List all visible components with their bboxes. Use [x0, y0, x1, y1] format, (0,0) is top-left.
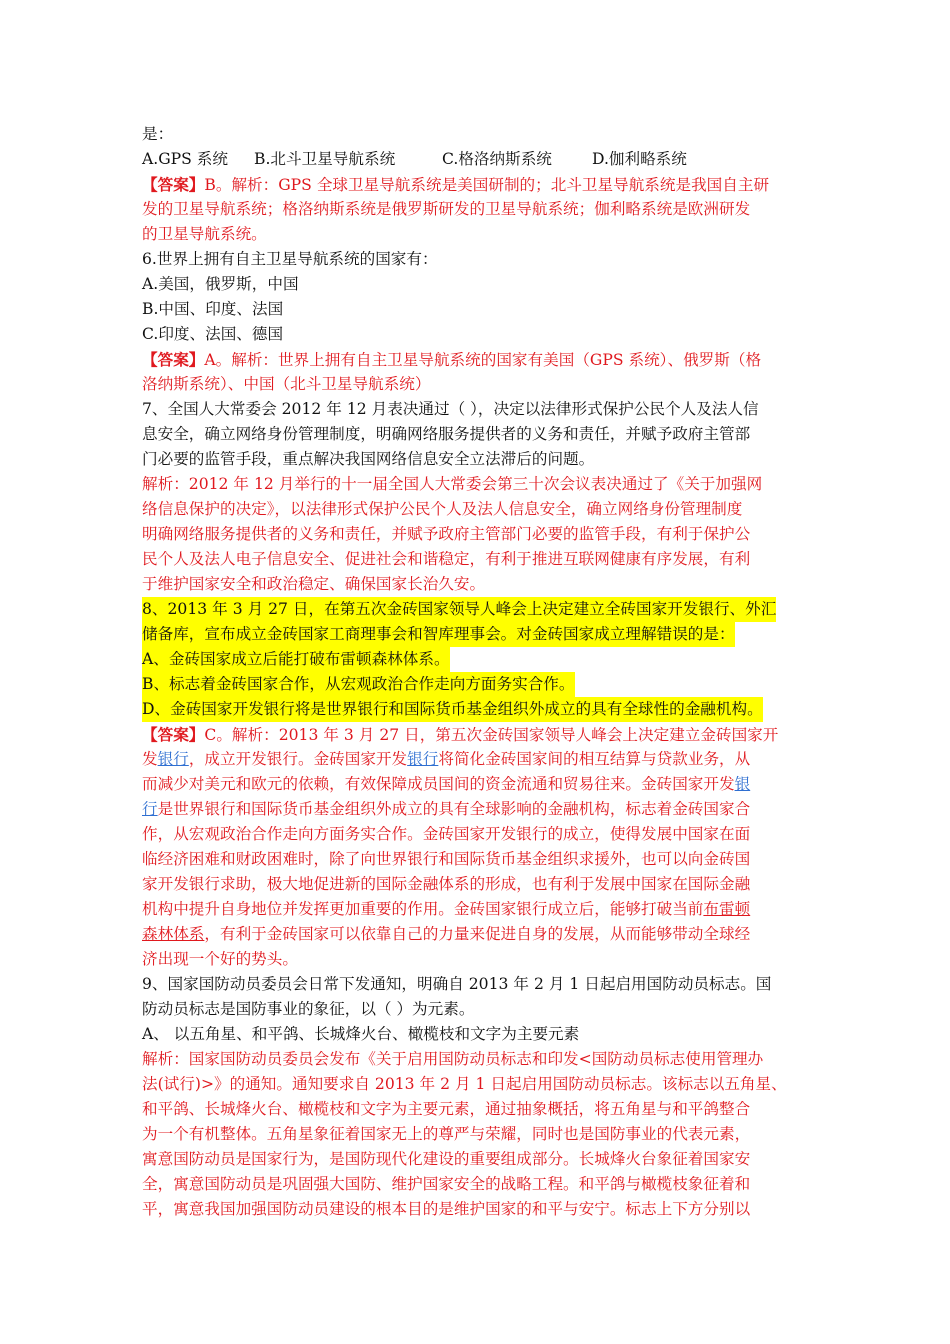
q9-analysis-line-1: 解析：国家国防动员委员会发布《关于启用国防动员标志和印发<国防动员标志使用管理办: [142, 1050, 764, 1068]
q8-answer-line-10: 济出现一个好的势头。: [142, 950, 298, 968]
answer-tag: 【答案】: [142, 725, 205, 744]
q6-option-b: B.中国、印度、法国: [142, 300, 284, 318]
q7-stem-line-2: 息安全，确立网络身份管理制度，明确网络服务提供者的义务和责任，并赋予政府主管部: [142, 425, 751, 443]
q8-answer-line-8: 机构中提升自身地位并发挥更加重要的作用。金砖国家银行成立后，能够打破当前布雷顿: [142, 900, 751, 918]
q9-analysis-line-3: 和平鸽、长城烽火台、橄榄枝和文字为主要元素，通过抽象概括，将五角星与和平鸽整合: [142, 1100, 751, 1118]
q5-option-b: B.北斗卫星导航系统: [254, 150, 396, 168]
bank-link-3b[interactable]: 行: [142, 800, 158, 818]
answer-tag: 【答案】: [142, 350, 205, 369]
q5-answer-line-2: 发的卫星导航系统；格洛纳斯系统是俄罗斯研发的卫星导航系统；伽利略系统是欧洲研发: [142, 200, 751, 218]
q6-answer-line-1: 【答案】A。解析：世界上拥有自主卫星导航系统的国家有美国（GPS 系统）、俄罗斯（格: [142, 350, 762, 369]
q6-answer-line-2: 洛纳斯系统）、中国（北斗卫星导航系统）: [142, 375, 431, 393]
q8-answer-line-1: 【答案】C。解析：2013 年 3 月 27 日，第五次金砖国家领导人峰会上决定建立金砖国家开: [142, 725, 779, 744]
q5-answer-line-1: 【答案】B。解析：GPS 全球卫星导航系统是美国研制的；北斗卫星导航系统是我国自主研: [142, 175, 770, 194]
q8-option-a: A、金砖国家成立后能打破布雷顿森林体系。: [142, 647, 814, 672]
q6-stem: 6.世界上拥有自主卫星导航系统的国家有：: [142, 250, 438, 268]
bank-link-2[interactable]: 银行: [407, 750, 439, 768]
q8-stem-line-2: 储备库，宣布成立金砖国家工商理事会和智库理事会。对金砖国家成立理解错误的是：: [142, 622, 814, 647]
bank-link-3a[interactable]: 银: [734, 775, 751, 793]
q9-stem-line-1: 9、国家国防动员委员会日常下发通知，明确自 2013 年 2 月 1 日起启用国防动员标志。国: [142, 975, 772, 993]
q5-stem-tail: 是：: [142, 125, 174, 143]
bank-link-1[interactable]: 银行: [157, 750, 189, 768]
q8-stem-line-1: 8、2013 年 3 月 27 日，在第五次金砖国家领导人峰会上决定建立全砖国家开发银行、外汇: [142, 597, 814, 622]
q8-answer-line-3: 而减少对美元和欧元的依赖，有效保障成员国间的资金流通和贸易往来。金砖国家开发银: [142, 775, 751, 793]
q7-stem-line-1: 7、全国人大常委会 2012 年 12 月表决通过（ ），决定以法律形式保护公民个人及法人信: [142, 400, 759, 418]
q7-analysis-line-2: 络信息保护的决定》，以法律形式保护公民个人及法人信息安全，确立网络身份管理制度: [142, 500, 743, 518]
q7-analysis-line-1: 解析：2012 年 12 月举行的十一届全国人大常委会第三十次会议表决通过了《关于加强网: [142, 475, 763, 493]
q5-option-c: C.格洛纳斯系统: [442, 150, 552, 168]
q5-options: [142, 147, 814, 172]
q9-analysis-line-5: 寓意国防动员是国家行为，是国防现代化建设的重要组成部分。长城烽火台象征着国家安: [142, 1150, 751, 1168]
q5-option-a: A.GPS 系统: [142, 150, 228, 168]
q5-answer-line-3: 的卫星导航系统。: [142, 225, 267, 243]
q7-analysis-line-5: 于维护国家安全和政治稳定、确保国家长治久安。: [142, 575, 486, 593]
q9-option-a: A、 以五角星、和平鸽、长城烽火台、橄榄枝和文字为主要元素: [142, 1025, 580, 1043]
q8-answer-line-6: 临经济困难和财政困难时，除了向世界银行和国际货币基金组织求援外，也可以向金砖国: [142, 850, 751, 868]
bretton-woods-text-b: 森林体系: [142, 925, 205, 943]
q9-stem-line-2: 防动员标志是国防事业的象征，以（ ）为元素。: [142, 1000, 475, 1018]
q8-answer-line-5: 作，从宏观政治合作走向方面务实合作。金砖国家开发银行的成立，使得发展中国家在面: [142, 825, 751, 843]
q5-option-d: D.伽利略系统: [592, 150, 687, 168]
q8-answer-line-7: 家开发银行求助，极大地促进新的国际金融体系的形成，也有利于发展中国家在国际金融: [142, 875, 751, 893]
q6-option-a: A.美国，俄罗斯，中国: [142, 275, 299, 293]
q9-analysis-line-6: 全，寓意国防动员是巩固强大国防、维护国家安全的战略工程。和平鸽与橄榄枝象征着和: [142, 1175, 751, 1193]
answer-tag: 【答案】: [142, 175, 205, 194]
q6-option-c: C.印度、法国、德国: [142, 325, 284, 343]
q8-answer-line-9: 森林体系，有利于金砖国家可以依靠自己的力量来促进自身的发展，从而能够带动全球经: [142, 925, 751, 943]
q9-analysis-line-2: 法(试行)>》的通知。通知要求自 2013 年 2 月 1 日起启用国防动员标志。该标志以五角星、: [142, 1075, 787, 1093]
q9-analysis-line-4: 为一个有机整体。五角星象征着国家无上的尊严与荣耀，同时也是国防事业的代表元素，: [142, 1125, 751, 1143]
q8-answer-line-2: 发银行，成立开发银行。金砖国家开发银行将简化金砖国家间的相互结算与贷款业务，从: [142, 750, 751, 768]
q7-analysis-line-4: 民个人及法人电子信息安全、促进社会和谐稳定，有利于推进互联网健康有序发展，有利: [142, 550, 751, 568]
q7-analysis-line-3: 明确网络服务提供者的义务和责任，并赋予政府主管部门必要的监管手段，有利于保护公: [142, 525, 751, 543]
q8-option-d: D、金砖国家开发银行将是世界银行和国际货币基金组织外成立的具有全球性的金融机构。: [142, 697, 814, 722]
document-page: [142, 122, 814, 1222]
q8-option-b: B、标志着金砖国家合作，从宏观政治合作走向方面务实合作。: [142, 672, 814, 697]
q9-analysis-line-7: 平，寓意我国加强国防动员建设的根本目的是维护国家的和平与安宁。标志上下方分别以: [142, 1200, 751, 1218]
bretton-woods-text-a: 布雷顿: [703, 900, 751, 918]
q7-stem-line-3: 门必要的监管手段，重点解决我国网络信息安全立法滞后的问题。: [142, 450, 595, 468]
q8-answer-line-4: 行是世界银行和国际货币基金组织外成立的具有全球影响的金融机构，标志着金砖国家合: [142, 800, 751, 818]
